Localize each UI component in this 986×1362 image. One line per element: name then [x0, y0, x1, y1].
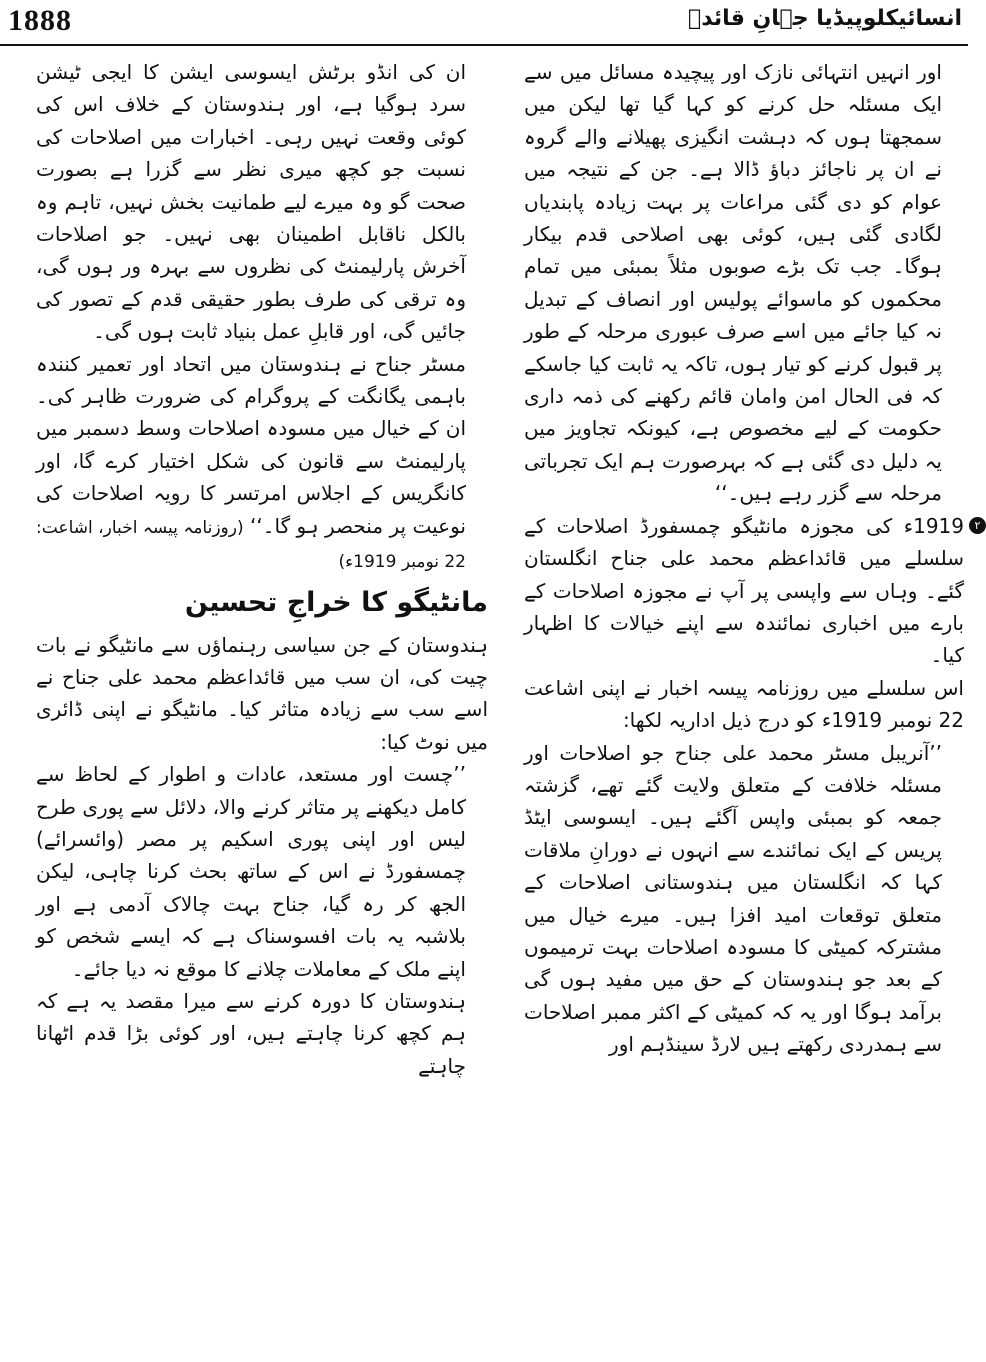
- source-citation: (روزنامہ پیسہ اخبار، اشاعت: 22 نومبر 1919ء): [36, 517, 466, 573]
- numbered-bullet-icon: ۲: [969, 517, 986, 534]
- page-number: 1888: [8, 4, 72, 37]
- section-heading: مانٹیگو کا خراجِ تحسین: [184, 586, 488, 618]
- montagu-diary-quote: ’’چست اور مستعد، عادات و اطوار کے لحاظ سے کامل دیکھنے پر متاثر کرنے والا، دلائل سے پوری طرح لیس اور اپنی پوری اسکیم پر مصر (وائسرائے) چمسفورڈ نے اس کے ساتھ بحث کرنا چاہی، لیکن الجھ کر رہ گیا، جناح بہت چالاک آدمی ہے اور بلاشبہ یہ بات افسوسناک ہے کہ ایسے شخص کو اپنے ملک کے معاملات چلانے کا موقع نہ دیا جائے۔: [36, 762, 466, 981]
- quoted-statement-continued: اور انہیں انتہائی نازک اور پیچیدہ مسائل میں سے ایک مسئلہ حل کرنے کو کہا گیا تھا لیکن میں سمجھتا ہوں کہ دہشت انگیزی پھیلانے والے گروہ نے ان پر ناجائز دباؤ ڈالا ہے۔ جن کے نتیجہ میں عوام کو دی گئی مراعات پر بہت زیادہ پابندیاں لگادی گئی ہیں، کوئی بھی اصلاحی قدم بیکار ہوگا۔ جب تک بڑے صوبوں مثلاً بمبئی میں تمام محکموں کو ماسوائے پولیس اور انصاف کے تبدیل نہ کیا جائے میں اسے صرف عبوری مرحلہ کے طور پر قبول کرنے کو تیار ہوں، تاکہ یہ ثابت کیا جاسکے کہ فی الحال امن وامان قائم رکھنے کی ذمہ داری حکومت کے لیے مخصوص ہے، کیونکہ تجاویز میں یہ دلیل دی گئی ہے کہ بہرصورت ہم ایک تجرباتی مرحلہ سے گزر رہے ہیں۔‘‘: [524, 60, 942, 506]
- montagu-diary-continued: ہندوستان کا دورہ کرنے سے میرا مقصد یہ ہے کہ ہم کچھ کرنا چاہتے ہیں، اور کوئی بڑا قدم اٹھانا چاہتے: [36, 988, 466, 1078]
- quoted-editorial-continued: ان کی انڈو برٹش ایسوسی ایشن کا ایجی ٹیشن سرد ہوگیا ہے، اور ہندوستان کے خلاف اس کی کوئی وقعت نہیں رہی۔ اخبارات میں اصلاحات کی نسبت جو کچھ میری نظر سے گزرا ہے بصورت صحت گو وہ میرے لیے طمانیت بخش نہیں، تاہم وہ بالکل ناقابل اطمینان بھی نہیں۔ جو اصلاحات آخرش پارلیمنٹ کی نظروں سے بہرہ ور ہوں گی، وہ ترقی کی طرف بطور حقیقی قدم کے تصور کی جائیں گی، اور قابلِ عمل بنیاد ثابت ہوں گی۔: [36, 60, 466, 344]
- header-rule: [0, 44, 968, 46]
- left-column: [36, 56, 488, 1082]
- right-column: [524, 56, 981, 1061]
- quoted-editorial: ’’آنریبل مسٹر محمد علی جناح جو اصلاحات اور مسئلہ خلافت کے متعلق ولایت گئے تھے، گزشتہ جمعہ کو بمبئی واپس آگئے ہیں۔ ایسوسی ایٹڈ پریس کے ایک نمائندے سے انہوں نے دورانِ ملاقات کہا کہ انگلستان میں ہندوستانی اصلاحات کے متعلق توقعات امید افزا ہیں۔ میرے خیال میں مشترکہ کمیٹی کا مسودہ اصلاحات بہت ترمیموں کے بعد جو ہندوستان کے حق میں مفید ہوں گی برآمد ہوگا اور یہ کہ کمیٹی کے اکثر ممبر اصلاحات سے ہمدردی رکھتے ہیں لارڈ سینڈہم اور: [524, 740, 942, 1057]
- paragraph-montagu-intro: ہندوستان کے جن سیاسی رہنماؤں سے مانٹیگو نے بات چیت کی، ان سب میں قائداعظم محمد علی جناح نے اسے سب سے زیادہ متاثر کیا۔ مانٹیگو نے اپنی ڈائری میں نوٹ کیا:: [36, 632, 488, 754]
- running-title: انسائیکلوپیڈیا جہانِ قائدؒ: [688, 6, 962, 31]
- quoted-editorial-end-text: مسٹر جناح نے ہندوستان میں اتحاد اور تعمیر کنندہ باہمی یگانگت کے پروگرام کی ضرورت ظاہر کی۔ ان کے خیال میں مسودہ اصلاحات وسط دسمبر میں پارلیمنٹ سے قانون کی شکل اختیار کرے گا، اور کانگریس کے اجلاس امرتسر کا رویہ اصلاحات کی نوعیت پر منحصر ہو گا۔‘‘: [36, 351, 467, 538]
- quoted-editorial-end: [36, 348, 466, 579]
- paragraph-reforms-visit: 1919ء کی مجوزہ مانٹیگو چمسفورڈ اصلاحات کے سلسلے میں قائداعظم محمد علی جناح انگلستان گئے۔ وہاں سے واپسی پر آپ نے مجوزہ اصلاحات کے بارے میں اخباری نمائندہ سے اپنے خیالات کا اظہار کیا۔: [524, 513, 964, 668]
- numbered-paragraph: [524, 510, 981, 672]
- page-header: [0, 0, 968, 52]
- paragraph-paisa-akhbar: اس سلسلے میں روزنامہ پیسہ اخبار نے اپنی اشاعت 22 نومبر 1919ء کو درج ذیل اداریہ لکھا:: [524, 675, 964, 733]
